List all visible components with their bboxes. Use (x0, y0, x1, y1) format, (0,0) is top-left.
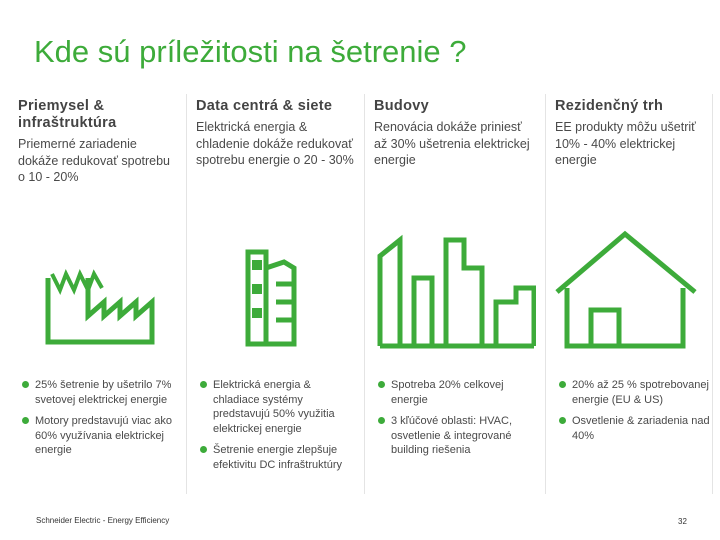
column-divider (545, 94, 546, 494)
footer-text: Schneider Electric - Energy Efficiency (36, 516, 170, 525)
bullet-dot-icon (559, 381, 566, 388)
bullet-dot-icon (22, 417, 29, 424)
bullet-dot-icon (200, 446, 207, 453)
column-buildings (374, 98, 536, 498)
slide-title: Kde sú príležitosti na šetrenie ? (34, 34, 467, 69)
column-description: Priemerné zariadenie dokáže redukovať spotrebu o 10 - 20% (18, 137, 171, 184)
bullet-dot-icon (22, 381, 29, 388)
bullet-item: 20% až 25 % spotrebovanej energie (EU & US) (555, 378, 717, 407)
buildings-icon (374, 228, 536, 358)
bullet-item: Osvetlenie & zariadenia nad 40% (555, 414, 717, 443)
bullet-dot-icon (200, 381, 207, 388)
bullet-list (374, 378, 536, 465)
column-data-centers (196, 98, 358, 498)
bullet-item: Spotreba 20% celkovej energie (374, 378, 536, 407)
bullet-item: 25% šetrenie by ušetrilo 7% svetovej elektrickej energie (18, 378, 180, 407)
bullet-item: Motory predstavujú viac ako 60% využívania elektrickej energie (18, 414, 180, 458)
bullet-list (18, 378, 180, 465)
column-heading: Priemysel & infraštruktúra (18, 98, 117, 131)
bullet-dot-icon (378, 417, 385, 424)
column-divider (364, 94, 365, 494)
column-description: Renovácia dokáže priniesť až 30% ušetrenia elektrickej energie (374, 120, 530, 167)
column-heading: Data centrá & siete (196, 98, 333, 114)
column-residential (555, 98, 717, 498)
data-center-icon (196, 228, 358, 358)
bullet-list (196, 378, 358, 479)
column-heading: Rezidenčný trh (555, 98, 664, 114)
bullet-dot-icon (378, 381, 385, 388)
bullet-dot-icon (559, 417, 566, 424)
house-icon (555, 228, 717, 358)
factory-icon (18, 228, 180, 358)
bullet-list (555, 378, 717, 450)
column-description: Elektrická energia & chladenie dokáže redukovať spotrebu energie o 20 - 30% (196, 120, 354, 167)
column-industry (18, 98, 180, 498)
column-heading: Budovy (374, 98, 429, 114)
bullet-item: 3 kľúčové oblasti: HVAC, osvetlenie & integrované building riešenia (374, 414, 536, 458)
column-description: EE produkty môžu ušetriť 10% - 40% elektrickej energie (555, 120, 696, 167)
column-divider (186, 94, 187, 494)
bullet-item: Elektrická energia & chladiace systémy predstavujú 50% využitia elektrickej energie (196, 378, 358, 436)
bullet-item: Šetrenie energie zlepšuje efektivitu DC infraštruktúry (196, 443, 358, 472)
page-number: 32 (678, 517, 687, 526)
